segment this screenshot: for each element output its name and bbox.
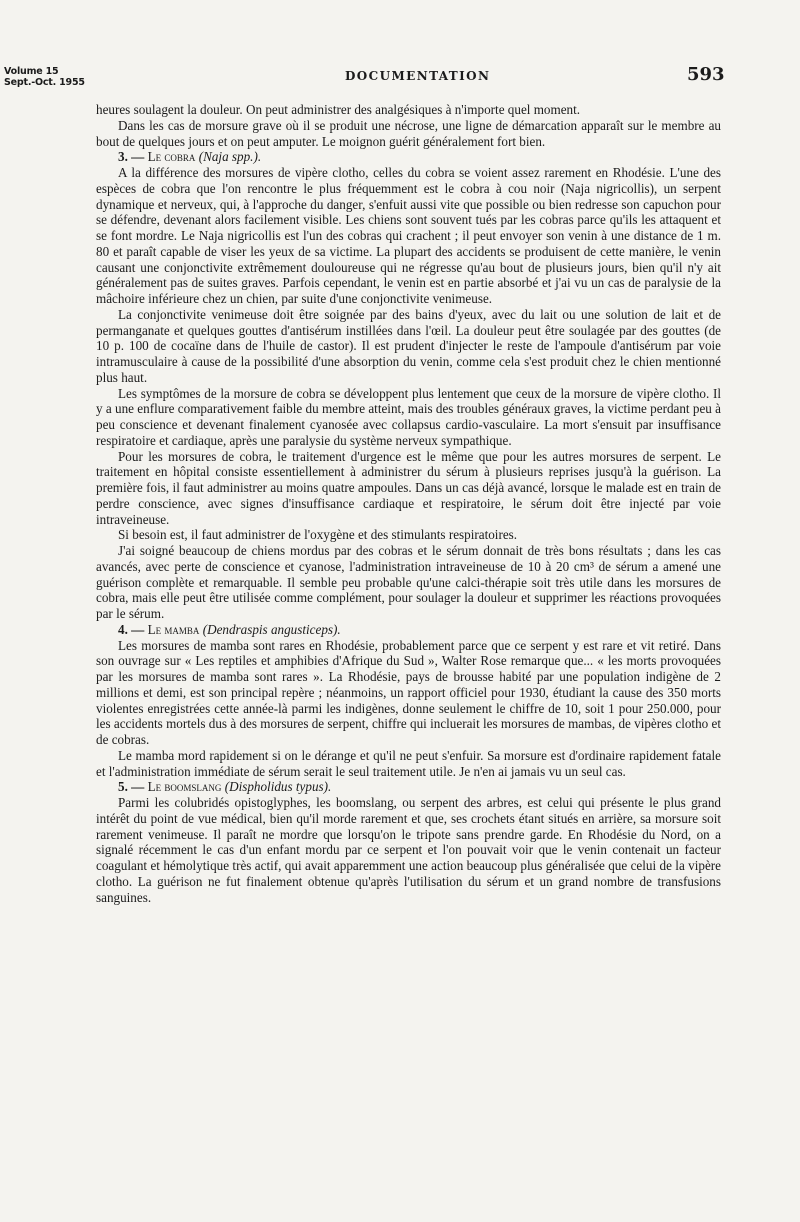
- page-header: [0, 62, 800, 96]
- page-number: 593: [687, 64, 725, 85]
- paragraph: Le mamba mord rapidement si on le dérange et qu'il ne peut s'enfuir. Sa morsure est d'ordinaire rapidement fatale et l'administration immédiate de sérum serait le seul traitement utile. Je n'en ai jamais vu un seul cas.: [96, 747, 721, 779]
- section-heading: [96, 622, 721, 638]
- paragraph: Dans les cas de morsure grave où il se produit une nécrose, une ligne de démarcation apparaît sur le membre au bout de quelques jours et on peut amputer. Le moignon guérit généralement fort bien.: [96, 117, 721, 149]
- paragraph: Pour les morsures de cobra, le traitement d'urgence est le même que pour les autres morsures de serpent. Le traitement en hôpital consiste essentiellement à administrer du sérum à plusieurs reprises jusqu'à la guérison. La première fois, il faut administrer au moins quatre ampoules. Dans un cas déjà avancé, lorsque le malade est en train de perdre conscience, avec signes d'insuffisance cardiaque et respiratoire, le sérum doit être injecté par voie intraveineuse.: [96, 448, 721, 527]
- paragraph: Si besoin est, il faut administrer de l'oxygène et des stimulants respiratoires.: [118, 527, 518, 543]
- volume-number: Volume 15: [4, 66, 59, 77]
- paragraph: Les morsures de mamba sont rares en Rhodésie, probablement parce que ce serpent y est rare et vit retiré. Dans son ouvrage sur « Les reptiles et amphibies d'Afrique du Sud », Walter Rose remarque que... « les morts provoquées par les morsures de mamba sont rares ». La Rhodésie, pays de brousse habité par une population indigène de 2 millions et demi, est son principal repère ; néanmoins, un rapport officiel pour 1930, étudiant la cause des 350 morts violentes enregistrées cette année-là parmi les indigènes, donne seulement le chiffre de 10, soit 1 pour 250.000, pour les accidents mortels dus à des morsures de serpent, chiffre qui incluerait les morsures de mambas, de vipères clotho et de cobras.: [96, 637, 721, 747]
- volume-info: [4, 66, 85, 88]
- running-title: DOCUMENTATION: [345, 69, 491, 83]
- body-text: [96, 102, 721, 905]
- section-title: Le mamba: [147, 621, 200, 637]
- paragraph: Les symptômes de la morsure de cobra se développent plus lentement que ceux de la morsure de vipère clotho. Il y a une enflure comparativement faible du membre atteint, mais des troubles généraux graves, la victime perdant peu à peu conscience et devenant finalement cyanosée avec collapsus cardio-vasculaire. La mort s'ensuit par insuffisance respiratoire et cardiaque, après une paralysie du système nerveux sympathique.: [96, 385, 721, 448]
- section-number: 4. —: [118, 621, 145, 637]
- species-name: (Dendraspis angusticeps).: [202, 621, 341, 637]
- paragraph: A la différence des morsures de vipère clotho, celles du cobra se voient assez rarement en Rhodésie. L'une des espèces de cobra que l'on rencontre le plus fréquemment est le cobra à cou noir (Naja nigricollis), un serpent dynamique et nerveux, qui, à l'approche du danger, s'enfuit aussi vite que possible ou bien redresse son capuchon pour se défendre, devenant alors facilement visible. Les chiens sont souvent tués par les cobras parce qu'ils les attaquent et se font mordre. Le Naja nigricollis est l'un des cobras qui crachent ; il peut envoyer son venin à une distance de 1 m. 80 et paraît capable de viser les yeux de sa victime. La plupart des accidents se produisent de cette manière, le venin causant une conjonctivite extrêmement douloureuse qui ne régresse qu'au bout de plusieurs jours, bien qu'il n'y ait généralement pas de suites graves. Parfois cependant, le venin est en partie absorbé et j'ai vu un cas de paralysie de la mâchoire inférieure chez un chien, par suite d'une conjonctivite venimeuse.: [96, 165, 721, 306]
- species-name: (Naja spp.).: [198, 149, 262, 165]
- section-title: Le boomslang: [147, 779, 222, 795]
- section-number: 5. —: [118, 779, 145, 795]
- paragraph: Parmi les colubridés opistoglyphes, les boomslang, ou serpent des arbres, est celui qui présente le plus grand intérêt du point de vue médical, bien qu'il morde rarement et que, ses crochets étant situés en arrière, sa morsure soit rarement venimeuse. Il paraît ne mordre que lorsqu'on le tripote sans prendre garde. En Rhodésie du Nord, on a signalé récemment le cas d'un enfant mordu par ce serpent et l'on pouvait voir que le venin contenait un facteur coagulant et hémolytique très actif, qui avait apparemment une action beaucoup plus généralisée que celui de la vipère clotho. La guérison ne fut finalement obtenue qu'après l'utilisation du sérum et un grand nombre de transfusions sanguines.: [96, 795, 721, 905]
- section-title: Le cobra: [147, 149, 196, 165]
- issue-date: Sept.-Oct. 1955: [4, 77, 85, 88]
- section-heading: [96, 149, 721, 165]
- paragraph: La conjonctivite venimeuse doit être soignée par des bains d'yeux, avec du lait ou une solution de lait et de permanganate et quelques gouttes d'antisérum instillées dans l'œil. La douleur peut être soulagée par des gouttes (de 10 p. 100 de cocaïne dans de l'huile de castor). Il est prudent d'injecter le reste de l'ampoule d'antisérum par voie intramusculaire à cause de la possibilité d'une absorption du venin, comme cela s'est produit chez le chien mentionné plus haut.: [96, 306, 721, 385]
- paragraph: J'ai soigné beaucoup de chiens mordus par des cobras et le sérum donnait de très bons résultats ; dans les cas avancés, avec perte de conscience et cyanose, l'administration intraveineuse de 10 à 20 cm³ de sérum a amené une guérison complète et remarquable. Il semble peu probable qu'une calci-thérapie soit très utile dans les morsures de cobra, mais elle peut être utilisée comme complément, pour soulager la douleur et supprimer les réactions provoquées par le sérum.: [96, 543, 721, 621]
- species-name: (Dispholidus typus).: [224, 779, 332, 795]
- section-number: 3. —: [118, 149, 145, 165]
- section-heading: [96, 779, 721, 795]
- paragraph: heures soulagent la douleur. On peut administrer des analgésiques à n'importe quel moment.: [96, 102, 581, 117]
